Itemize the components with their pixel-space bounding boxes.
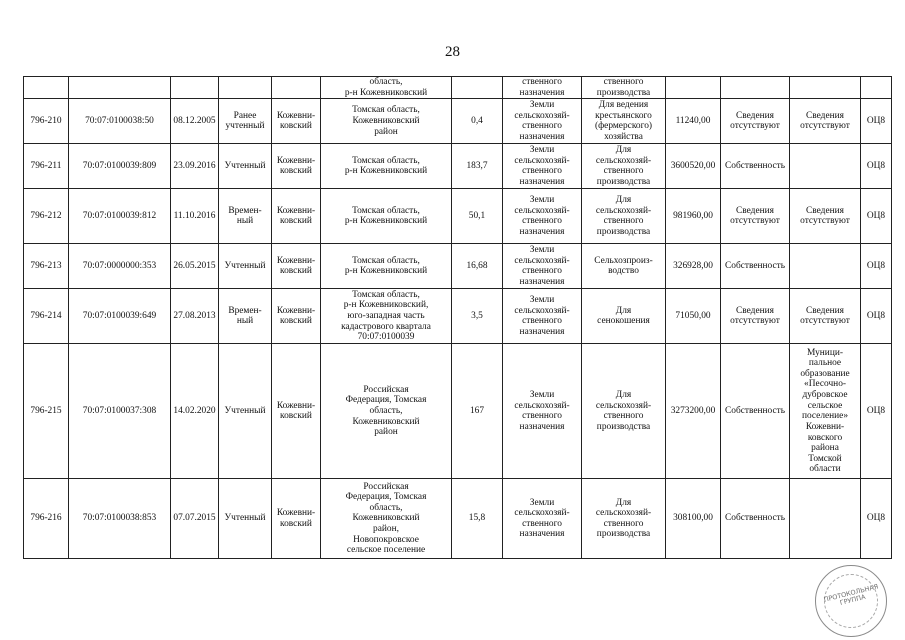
cadastral-number-cell: 70:07:0100039:812 (69, 189, 171, 244)
permitted-use-cell: Для сенокошения (582, 289, 666, 344)
right-holder-cell: Сведения отсутствуют (790, 289, 861, 344)
right-type-cell (721, 77, 790, 99)
status-cell (219, 77, 272, 99)
row-number-cell: 796-210 (24, 99, 69, 144)
land-category-cell: Земли сельскохозяй- ственного назначения (503, 244, 582, 289)
table-row (24, 289, 892, 344)
cadastral-value-cell: 326928,00 (666, 244, 721, 289)
land-category-cell: Земли сельскохозяй- ственного назначения (503, 189, 582, 244)
date-cell: 27.08.2013 (171, 289, 219, 344)
zone-code-cell (861, 77, 892, 99)
cadastral-number-cell: 70:07:0100039:809 (69, 144, 171, 189)
table-row (24, 189, 892, 244)
address-cell: область, р-н Кожевниковский (321, 77, 452, 99)
district-cell: Кожевни- ковский (272, 289, 321, 344)
address-cell: Российская Федерация, Томская область, Кожевниковский район (321, 344, 452, 479)
permitted-use-cell: Для сельскохозяй- ственного производства (582, 189, 666, 244)
cadastral-number-cell: 70:07:0000000:353 (69, 244, 171, 289)
table-row (24, 479, 892, 559)
date-cell: 26.05.2015 (171, 244, 219, 289)
zone-code-cell: ОЦ8 (861, 344, 892, 479)
status-cell: Времен- ный (219, 189, 272, 244)
seal-stamp (815, 565, 887, 637)
cadastral-value-cell: 981960,00 (666, 189, 721, 244)
area-cell: 167 (452, 344, 503, 479)
right-type-cell: Собственность (721, 244, 790, 289)
table-row (24, 144, 892, 189)
address-cell: Томская область, р-н Кожевниковский (321, 144, 452, 189)
date-cell: 08.12.2005 (171, 99, 219, 144)
district-cell: Кожевни- ковский (272, 479, 321, 559)
right-type-cell: Сведения отсутствуют (721, 289, 790, 344)
cadastral-value-cell: 308100,00 (666, 479, 721, 559)
cadastral-value-cell: 3273200,00 (666, 344, 721, 479)
address-cell: Томская область, р-н Кожевниковский (321, 244, 452, 289)
cadastral-number-cell (69, 77, 171, 99)
area-cell: 183,7 (452, 144, 503, 189)
row-number-cell: 796-211 (24, 144, 69, 189)
zone-code-cell: ОЦ8 (861, 189, 892, 244)
area-cell (452, 77, 503, 99)
right-type-cell: Сведения отсутствуют (721, 99, 790, 144)
status-cell: Ранее учтенный (219, 99, 272, 144)
status-cell: Учтенный (219, 144, 272, 189)
zone-code-cell: ОЦ8 (861, 479, 892, 559)
zone-code-cell: ОЦ8 (861, 99, 892, 144)
zone-code-cell: ОЦ8 (861, 144, 892, 189)
land-category-cell: Земли сельскохозяй- ственного назначения (503, 479, 582, 559)
district-cell (272, 77, 321, 99)
address-cell: Томская область, р-н Кожевниковский, юго-западная часть кадастрового квартала 70:07:0100039 (321, 289, 452, 344)
right-type-cell: Собственность (721, 344, 790, 479)
date-cell: 23.09.2016 (171, 144, 219, 189)
status-cell: Учтенный (219, 344, 272, 479)
right-type-cell: Собственность (721, 144, 790, 189)
cadastral-value-cell: 71050,00 (666, 289, 721, 344)
cadastral-number-cell: 70:07:0100038:853 (69, 479, 171, 559)
table-row (24, 344, 892, 479)
permitted-use-cell: ственного производства (582, 77, 666, 99)
row-number-cell: 796-216 (24, 479, 69, 559)
address-cell: Российская Федерация, Томская область, Кожевниковский район, Новопокровское сельское поселение (321, 479, 452, 559)
right-holder-cell (790, 479, 861, 559)
right-holder-cell (790, 244, 861, 289)
district-cell: Кожевни- ковский (272, 244, 321, 289)
right-type-cell: Сведения отсутствуют (721, 189, 790, 244)
area-cell: 16,68 (452, 244, 503, 289)
permitted-use-cell: Для сельскохозяй- ственного производства (582, 479, 666, 559)
district-cell: Кожевни- ковский (272, 144, 321, 189)
district-cell: Кожевни- ковский (272, 189, 321, 244)
date-cell (171, 77, 219, 99)
status-cell: Времен- ный (219, 289, 272, 344)
row-number-cell (24, 77, 69, 99)
land-category-cell: Земли сельскохозяй- ственного назначения (503, 289, 582, 344)
permitted-use-cell: Для сельскохозяй- ственного производства (582, 344, 666, 479)
right-holder-cell: Сведения отсутствуют (790, 189, 861, 244)
address-cell: Томская область, р-н Кожевниковский (321, 189, 452, 244)
row-number-cell: 796-215 (24, 344, 69, 479)
land-register-table (23, 76, 892, 559)
date-cell: 07.07.2015 (171, 479, 219, 559)
area-cell: 15,8 (452, 479, 503, 559)
right-holder-cell (790, 77, 861, 99)
cadastral-number-cell: 70:07:0100039:649 (69, 289, 171, 344)
land-category-cell: Земли сельскохозяй- ственного назначения (503, 144, 582, 189)
status-cell: Учтенный (219, 244, 272, 289)
permitted-use-cell: Для ведения крестьянского (фермерского) хозяйства (582, 99, 666, 144)
page-number: 28 (445, 44, 460, 60)
permitted-use-cell: Для сельскохозяй- ственного производства (582, 144, 666, 189)
status-cell: Учтенный (219, 479, 272, 559)
date-cell: 11.10.2016 (171, 189, 219, 244)
row-number-cell: 796-214 (24, 289, 69, 344)
district-cell: Кожевни- ковский (272, 344, 321, 479)
permitted-use-cell: Сельхозпроиз- водство (582, 244, 666, 289)
land-category-cell: Земли сельскохозяй- ственного назначения (503, 99, 582, 144)
right-holder-cell: Муници- пальное образование «Песочно- дубровское сельское поселение» Кожевни- ковского района Томской области (790, 344, 861, 479)
row-number-cell: 796-212 (24, 189, 69, 244)
right-holder-cell: Сведения отсутствуют (790, 99, 861, 144)
address-cell: Томская область, Кожевниковский район (321, 99, 452, 144)
area-cell: 0,4 (452, 99, 503, 144)
zone-code-cell: ОЦ8 (861, 289, 892, 344)
land-category-cell: Земли сельскохозяй- ственного назначения (503, 344, 582, 479)
table-row (24, 99, 892, 144)
right-type-cell: Собственность (721, 479, 790, 559)
table-row (24, 77, 892, 99)
land-category-cell: ственного назначения (503, 77, 582, 99)
right-holder-cell (790, 144, 861, 189)
row-number-cell: 796-213 (24, 244, 69, 289)
cadastral-number-cell: 70:07:0100037:308 (69, 344, 171, 479)
cadastral-number-cell: 70:07:0100038:50 (69, 99, 171, 144)
zone-code-cell: ОЦ8 (861, 244, 892, 289)
area-cell: 3,5 (452, 289, 503, 344)
table-row (24, 244, 892, 289)
seal-text: ПРОТОКОЛЬНАЯ ГРУППА (822, 582, 880, 608)
cadastral-value-cell: 3600520,00 (666, 144, 721, 189)
date-cell: 14.02.2020 (171, 344, 219, 479)
cadastral-value-cell (666, 77, 721, 99)
cadastral-value-cell: 11240,00 (666, 99, 721, 144)
district-cell: Кожевни- ковский (272, 99, 321, 144)
area-cell: 50,1 (452, 189, 503, 244)
